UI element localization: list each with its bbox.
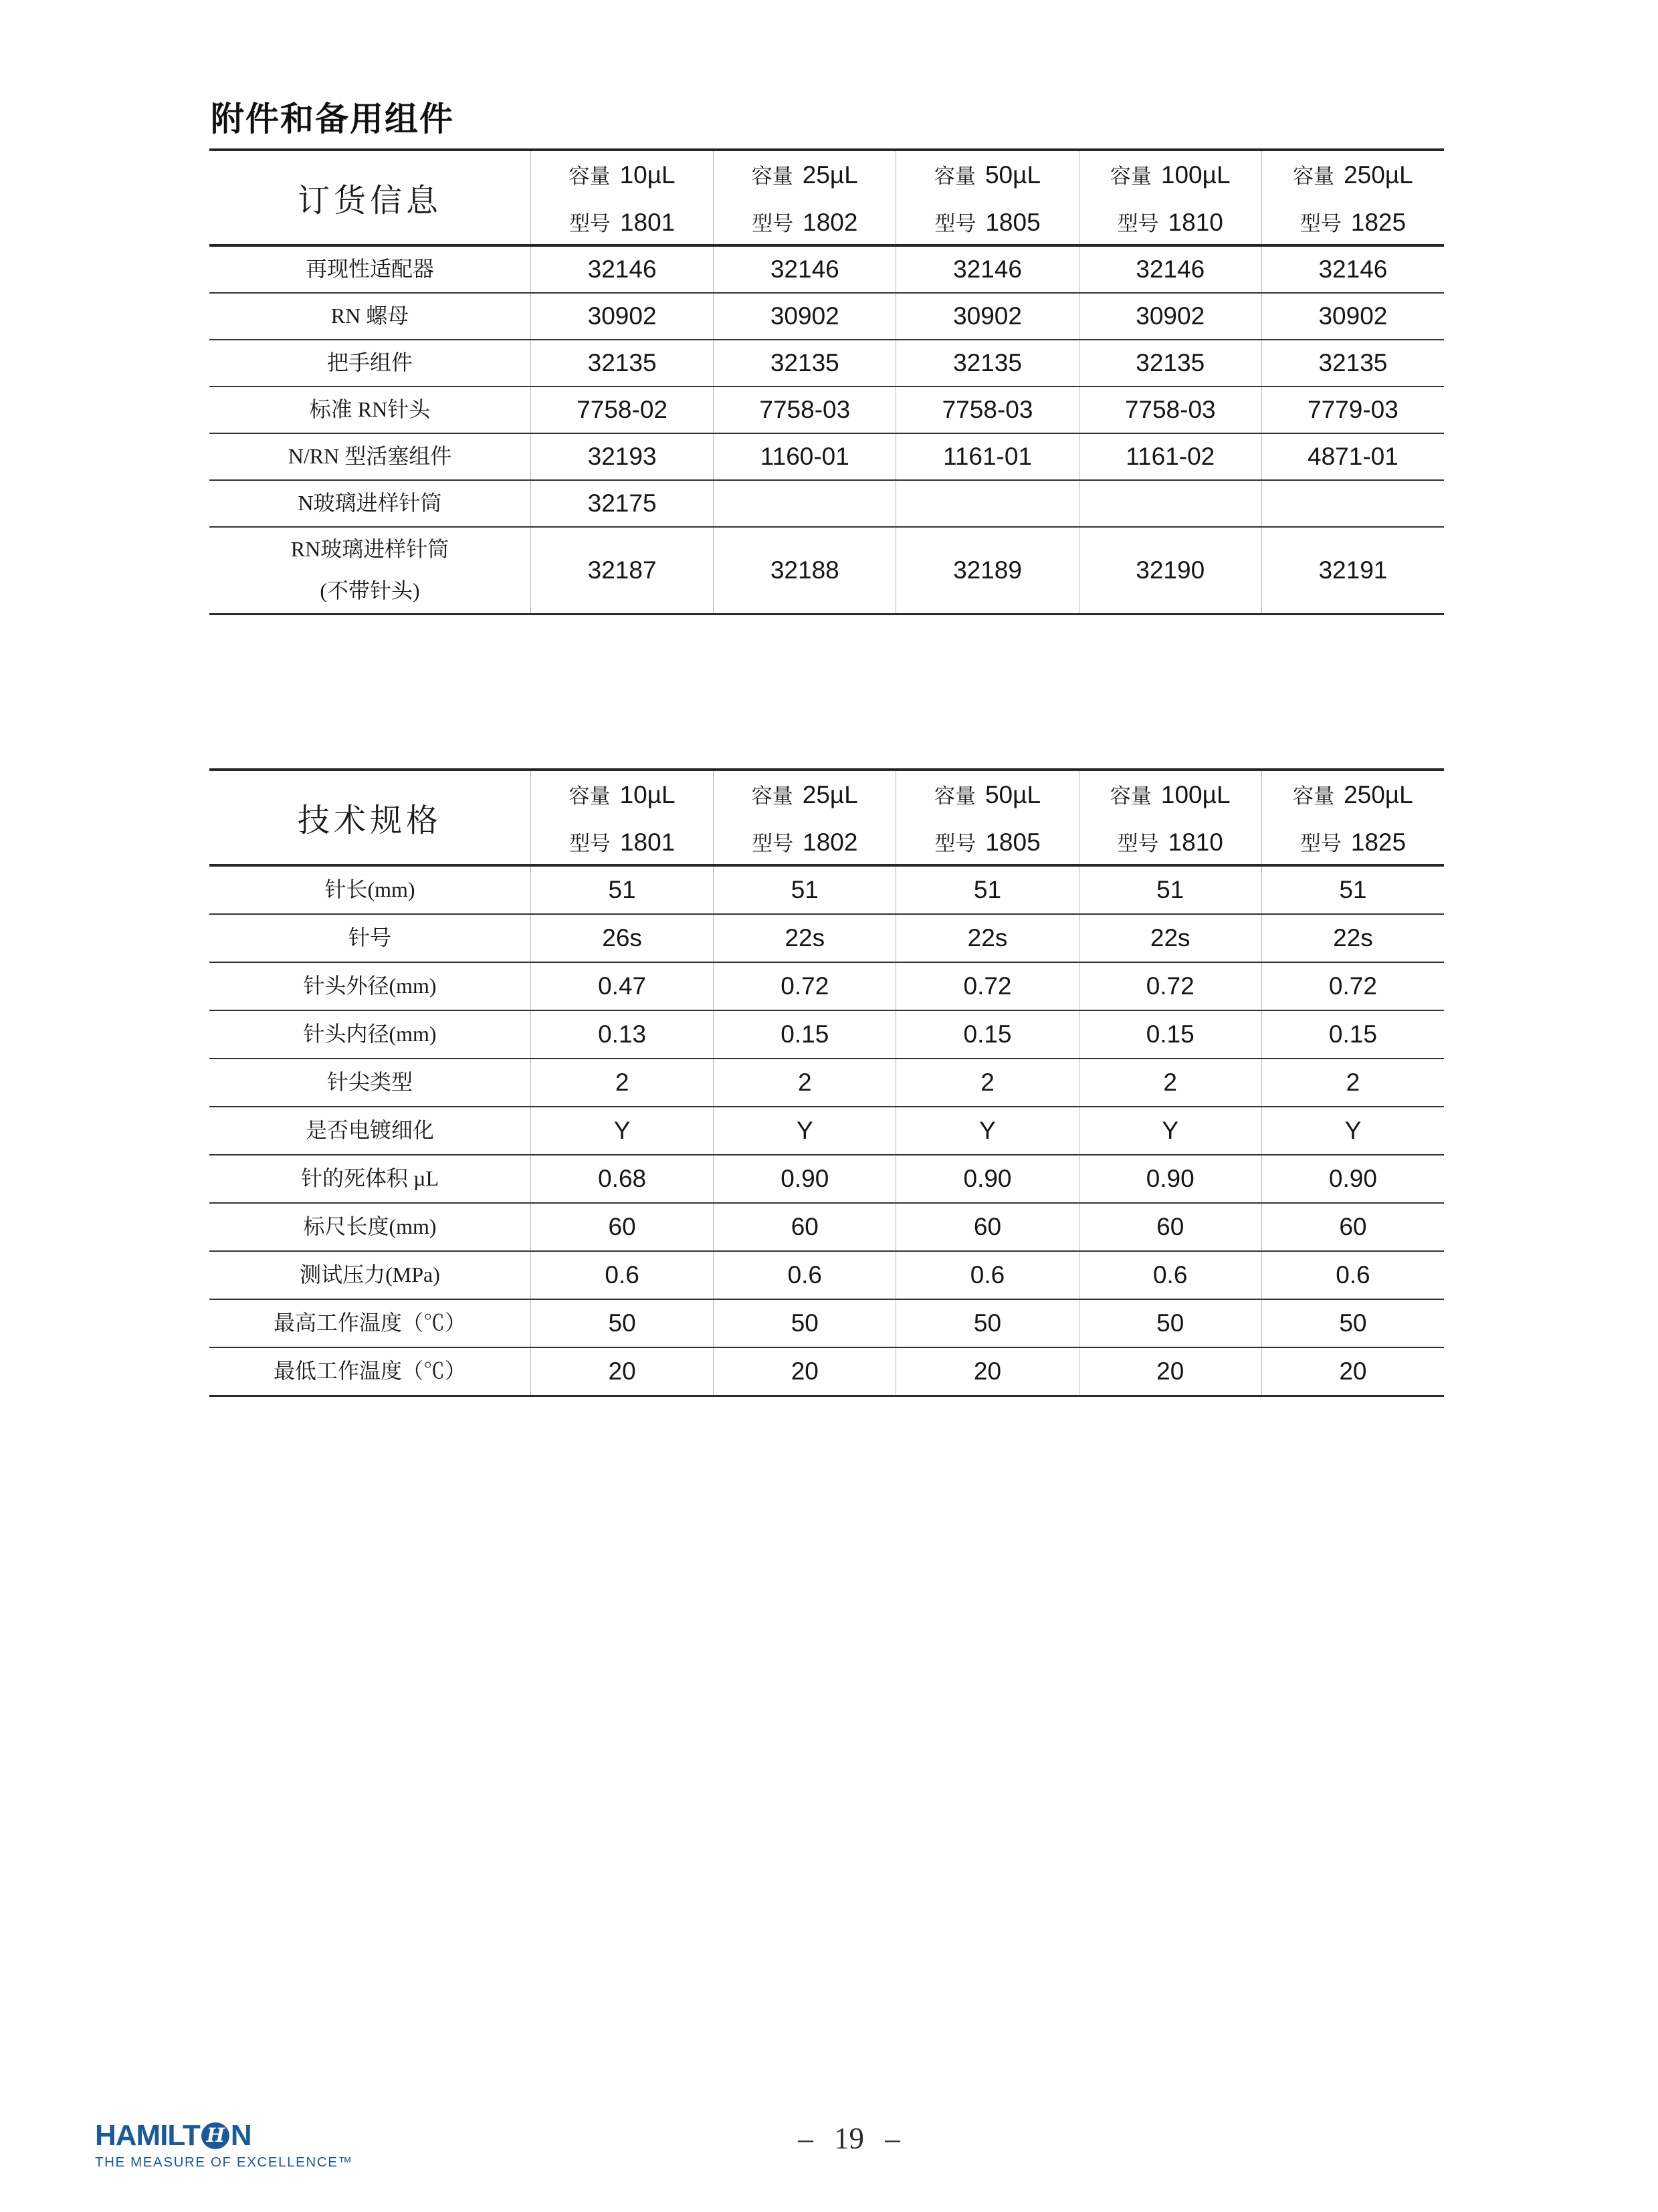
row-label-line: 把手组件 [326, 350, 413, 375]
cell-value: 32135 [896, 340, 1078, 386]
cell-value: 1161-02 [1079, 434, 1261, 479]
cell-value: 30902 [530, 294, 713, 339]
cell-value: 60 [530, 1204, 713, 1250]
cell-value: 32146 [1261, 247, 1444, 292]
column-header [530, 771, 713, 864]
table-row [209, 1155, 1444, 1204]
cell-value: 0.72 [1079, 963, 1261, 1010]
row-label [209, 1204, 530, 1250]
cell-value: 60 [1261, 1204, 1444, 1250]
page-number: – 19 – [798, 2122, 900, 2155]
cell-value: 0.13 [530, 1011, 713, 1058]
cell-value: 22s [896, 915, 1078, 962]
row-label [209, 387, 530, 433]
column-header-line [1118, 826, 1223, 857]
cell-value: 32193 [530, 434, 713, 479]
table-row [209, 528, 1444, 615]
cell-value: 51 [530, 867, 713, 913]
cell-value: 0.6 [530, 1252, 713, 1299]
cell-value: 32135 [1261, 340, 1444, 386]
model-value: 1825 [1350, 208, 1407, 236]
capacity-label: 容量 [1110, 784, 1152, 808]
model-value: 1802 [803, 828, 858, 856]
capacity-label: 容量 [934, 164, 976, 188]
row-label [209, 915, 530, 962]
capacity-label: 容量 [934, 784, 976, 808]
cell-value: 2 [713, 1059, 896, 1106]
capacity-label: 容量 [1293, 164, 1335, 188]
cell-value: Y [896, 1107, 1078, 1154]
cell-value: 2 [896, 1059, 1078, 1106]
cell-value [713, 481, 896, 526]
cell-value: 50 [713, 1300, 896, 1347]
column-header [1079, 151, 1261, 244]
table-header-row [209, 771, 1444, 867]
model-value: 1810 [1168, 828, 1223, 856]
row-label [209, 867, 530, 913]
cell-value: 51 [896, 867, 1078, 913]
capacity-label: 容量 [1293, 784, 1335, 808]
table-row [209, 1204, 1444, 1252]
cell-value: Y [713, 1107, 896, 1154]
model-label: 型号 [1117, 211, 1159, 235]
column-header [713, 771, 896, 864]
row-label-line: 针头外径(mm) [303, 974, 437, 998]
cell-value [896, 481, 1078, 526]
table-row [209, 915, 1444, 963]
cell-value: 32187 [530, 528, 713, 613]
cell-value: 20 [530, 1348, 713, 1395]
cell-value: 22s [1079, 915, 1261, 962]
table-row [209, 963, 1444, 1011]
cell-value: 0.72 [713, 963, 896, 1010]
cell-value: 32189 [896, 528, 1078, 613]
row-label-line: 针长(mm) [324, 877, 415, 902]
row-label-line: 最低工作温度（℃） [273, 1359, 466, 1384]
capacity-label: 容量 [568, 784, 611, 808]
model-value: 1801 [619, 828, 676, 856]
table-row [209, 1107, 1444, 1155]
row-label [209, 294, 530, 339]
cell-value: 26s [530, 915, 713, 962]
cell-value: 32146 [713, 247, 896, 292]
ordering-info-table [209, 148, 1444, 615]
capacity-value: 50µL [985, 780, 1041, 808]
cell-value: 20 [713, 1348, 896, 1395]
capacity-value: 100µL [1160, 780, 1231, 808]
column-header-line [1293, 779, 1413, 809]
cell-value [1261, 481, 1444, 526]
row-label-line: 是否电镀细化 [305, 1118, 434, 1143]
column-header-line [1110, 159, 1231, 189]
cell-value: 50 [1261, 1300, 1444, 1347]
row-label-line: 针头内径(mm) [303, 1022, 437, 1046]
capacity-value: 100µL [1160, 160, 1231, 189]
cell-value: 30902 [713, 294, 896, 339]
cell-value: 0.72 [1261, 963, 1444, 1010]
row-label-line: 测试压力(MPa) [300, 1262, 440, 1287]
cell-value: 7779-03 [1261, 387, 1444, 433]
cell-value: 30902 [1261, 294, 1444, 339]
model-label: 型号 [934, 211, 976, 235]
cell-value [1079, 481, 1261, 526]
cell-value: 0.90 [713, 1155, 896, 1202]
tech-specs-table [209, 768, 1444, 1397]
row-label [209, 434, 530, 479]
capacity-value: 25µL [802, 160, 858, 189]
table-row [209, 1252, 1444, 1300]
cell-value: 60 [896, 1204, 1078, 1250]
row-label [209, 528, 530, 613]
row-label-line: 标尺长度(mm) [303, 1214, 437, 1239]
column-header [713, 151, 896, 244]
row-label [209, 1348, 530, 1395]
column-header-line [569, 207, 675, 237]
cell-value: 20 [896, 1348, 1078, 1395]
cell-value: 30902 [1079, 294, 1261, 339]
column-header [530, 151, 713, 244]
cell-value: 50 [896, 1300, 1078, 1347]
column-header [1079, 771, 1261, 864]
column-header-line [752, 826, 857, 857]
model-value: 1810 [1168, 208, 1223, 236]
column-header-line [569, 159, 676, 189]
row-label [209, 1300, 530, 1347]
cell-value: 0.90 [896, 1155, 1078, 1202]
table-row [209, 1348, 1444, 1397]
cell-value: 20 [1261, 1348, 1444, 1395]
cell-value: 0.90 [1261, 1155, 1444, 1202]
row-label [209, 247, 530, 292]
cell-value: 32135 [713, 340, 896, 386]
cell-value: 2 [530, 1059, 713, 1106]
model-label: 型号 [752, 211, 794, 235]
cell-value: Y [530, 1107, 713, 1154]
cell-value: 0.90 [1079, 1155, 1261, 1202]
capacity-label: 容量 [1110, 164, 1152, 188]
column-header [1261, 151, 1444, 244]
cell-value: 30902 [896, 294, 1078, 339]
cell-value: 32190 [1079, 528, 1261, 613]
cell-value: 2 [1261, 1059, 1444, 1106]
model-value: 1805 [985, 208, 1041, 236]
table-title: 技术规格 [297, 803, 442, 839]
logo-text-left: HAMILT [95, 2119, 200, 2152]
row-label-line: RN 螺母 [330, 304, 409, 328]
cell-value: 0.47 [530, 963, 713, 1010]
cell-value: 32146 [1079, 247, 1261, 292]
cell-value: 0.15 [713, 1011, 896, 1058]
column-header-line [934, 207, 1040, 237]
cell-value: 60 [1079, 1204, 1261, 1250]
row-label-line: 再现性适配器 [305, 257, 434, 282]
model-label: 型号 [934, 831, 976, 855]
row-label-line: N/RN 型活塞组件 [288, 444, 452, 469]
model-label: 型号 [1300, 211, 1342, 235]
column-header-line [1300, 826, 1406, 857]
column-header-line [1110, 779, 1231, 809]
column-header [896, 151, 1078, 244]
capacity-value: 25µL [802, 780, 858, 808]
table-row [209, 1300, 1444, 1348]
cell-value: 0.6 [1079, 1252, 1261, 1299]
cell-value: 32146 [896, 247, 1078, 292]
model-label: 型号 [752, 831, 794, 855]
cell-value: 32191 [1261, 528, 1444, 613]
cell-value: 7758-03 [896, 387, 1078, 433]
cell-value: Y [1261, 1107, 1444, 1154]
cell-value: 7758-03 [713, 387, 896, 433]
column-header-line [1293, 159, 1413, 189]
cell-value: 32135 [530, 340, 713, 386]
cell-value: 0.6 [713, 1252, 896, 1299]
row-label [209, 963, 530, 1010]
model-label: 型号 [568, 211, 611, 235]
row-label-line: N玻璃进样针筒 [298, 491, 442, 516]
cell-value: 0.15 [1079, 1011, 1261, 1058]
cell-value: 1161-01 [896, 434, 1078, 479]
cell-value: 50 [1079, 1300, 1261, 1347]
capacity-label: 容量 [568, 164, 611, 188]
table-title: 订货信息 [297, 183, 442, 219]
model-label: 型号 [1117, 831, 1159, 855]
cell-value: 32146 [530, 247, 713, 292]
cell-value: 0.6 [1261, 1252, 1444, 1299]
model-label: 型号 [1300, 831, 1342, 855]
logo-text-right: N [230, 2119, 251, 2152]
row-label-line2: (不带针头) [320, 578, 420, 602]
column-header-line [569, 826, 675, 857]
cell-value: 1160-01 [713, 434, 896, 479]
table-row [209, 1011, 1444, 1059]
column-header-line [1300, 207, 1406, 237]
cell-value: 0.6 [896, 1252, 1078, 1299]
table-row [209, 481, 1444, 528]
table-row [209, 294, 1444, 340]
table-row [209, 1059, 1444, 1107]
cell-value: 32188 [713, 528, 896, 613]
row-label [209, 1155, 530, 1202]
cell-value: 0.15 [896, 1011, 1078, 1058]
row-label-line: 最高工作温度（℃） [273, 1311, 466, 1335]
model-value: 1805 [985, 828, 1041, 856]
row-label-line: 标准 RN针头 [309, 397, 431, 422]
table-row [209, 434, 1444, 481]
row-label [209, 1059, 530, 1106]
cell-value: 2 [1079, 1059, 1261, 1106]
cell-value: 0.68 [530, 1155, 713, 1202]
cell-value: 4871-01 [1261, 434, 1444, 479]
column-header-line [934, 779, 1041, 809]
column-header-line [752, 779, 858, 809]
column-header-line [569, 779, 676, 809]
table-row [209, 340, 1444, 387]
cell-value: 22s [713, 915, 896, 962]
column-header-line [752, 207, 857, 237]
cell-value: 0.72 [896, 963, 1078, 1010]
table-row [209, 387, 1444, 434]
capacity-value: 10µL [619, 780, 676, 808]
row-label-line: 针的死体积 µL [301, 1166, 439, 1191]
capacity-label: 容量 [751, 784, 793, 808]
row-label-line: 针尖类型 [326, 1070, 413, 1095]
cell-value: 32135 [1079, 340, 1261, 386]
model-label: 型号 [568, 831, 611, 855]
table-row [209, 867, 1444, 915]
capacity-value: 50µL [985, 160, 1041, 189]
row-label-line: RN玻璃进样针筒 [290, 537, 449, 562]
cell-value: 32175 [530, 481, 713, 526]
model-value: 1801 [619, 208, 676, 236]
row-label-line: 针号 [348, 925, 391, 950]
cell-value: 0.15 [1261, 1011, 1444, 1058]
cell-value: 50 [530, 1300, 713, 1347]
cell-value: 7758-03 [1079, 387, 1261, 433]
cell-value: 60 [713, 1204, 896, 1250]
column-header [896, 771, 1078, 864]
table-row [209, 247, 1444, 294]
cell-value: 22s [1261, 915, 1444, 962]
row-label [209, 1252, 530, 1299]
row-label [209, 1011, 530, 1058]
row-label [209, 481, 530, 526]
model-value: 1825 [1350, 828, 1407, 856]
cell-value: 51 [1079, 867, 1261, 913]
column-header [1261, 771, 1444, 864]
cell-value: Y [1079, 1107, 1261, 1154]
logo-tagline: THE MEASURE OF EXCELLENCE™ [95, 2154, 353, 2170]
table-header-row [209, 151, 1444, 247]
row-label [209, 340, 530, 386]
page-heading: 附件和备用组件 [211, 100, 454, 138]
column-header-line [1118, 207, 1223, 237]
column-header-line [934, 826, 1040, 857]
cell-value: 51 [1261, 867, 1444, 913]
capacity-label: 容量 [751, 164, 793, 188]
cell-value: 20 [1079, 1348, 1261, 1395]
capacity-value: 250µL [1344, 780, 1413, 808]
column-header-line [752, 159, 858, 189]
row-label [209, 1107, 530, 1154]
column-header-line [934, 159, 1041, 189]
capacity-value: 10µL [619, 160, 676, 189]
cell-value: 51 [713, 867, 896, 913]
model-value: 1802 [803, 208, 858, 236]
capacity-value: 250µL [1344, 160, 1413, 189]
logo-o-monogram-icon: H [201, 2122, 229, 2149]
cell-value: 7758-02 [530, 387, 713, 433]
